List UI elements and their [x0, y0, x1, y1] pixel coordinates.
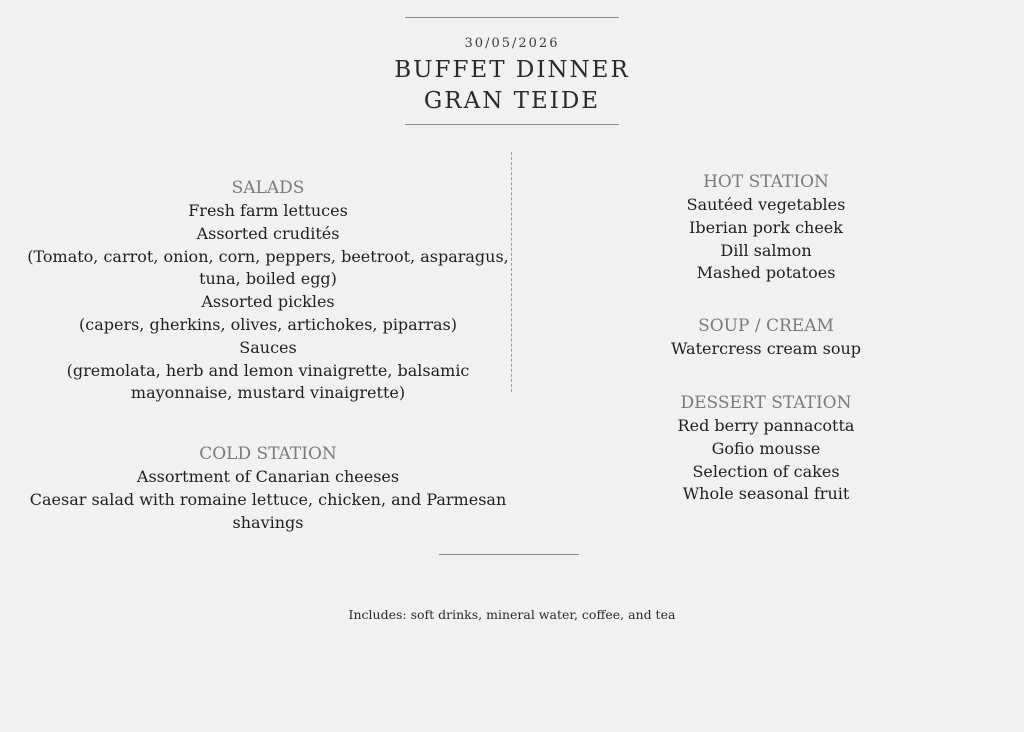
cold-station-section [20, 442, 516, 534]
salads-item: (gremolata, herb and lemon vinaigrette, balsamic [66, 360, 470, 380]
dessert-station-item: Whole seasonal fruit [682, 484, 850, 504]
salads-item: Assorted crudités [196, 223, 340, 243]
salads-item: (Tomato, carrot, onion, corn, peppers, beetroot, asparagus, [27, 246, 509, 266]
menu-date: 30/05/2026 [464, 36, 560, 51]
hot-station-title: HOT STATION [703, 172, 829, 192]
salads-item: Sauces [239, 337, 297, 357]
soup-title: SOUP / CREAM [698, 316, 834, 336]
salads-title: SALADS [231, 178, 305, 198]
soup-section [540, 314, 992, 361]
dessert-station-item: Selection of cakes [692, 461, 840, 481]
right-column [540, 0, 992, 600]
left-column [20, 0, 516, 600]
salads-item: (capers, gherkins, olives, artichokes, piparras) [78, 314, 457, 334]
dessert-station-title: DESSERT STATION [680, 393, 852, 413]
cold-station-item: shavings [232, 512, 304, 532]
hot-station-item: Sautéed vegetables [686, 195, 846, 214]
hot-station-item: Mashed potatoes [696, 263, 836, 283]
soup-item: Watercress cream soup [671, 339, 861, 358]
cold-station-item: Assortment of Canarian cheeses [136, 467, 400, 486]
dessert-station-item: Red berry pannacotta [677, 416, 855, 435]
hot-station-item: Dill salmon [720, 240, 812, 260]
cold-station-title: COLD STATION [199, 444, 337, 464]
salads-section [20, 176, 516, 405]
footer-rule [439, 554, 579, 555]
menu-title-line-2: GRAN TEIDE [423, 88, 601, 114]
footer-note: Includes: soft drinks, mineral water, coffee, and tea [348, 607, 676, 622]
hot-station-section [540, 170, 992, 285]
cold-station-item: Caesar salad with romaine lettuce, chicken, and Parmesan [29, 489, 507, 509]
salads-item: Fresh farm lettuces [188, 201, 348, 220]
hot-station-item: Iberian pork cheek [689, 217, 843, 237]
salads-item: mayonnaise, mustard vinaigrette) [130, 383, 406, 403]
menu-title-line-1: BUFFET DINNER [394, 57, 630, 83]
dessert-station-item: Gofio mousse [711, 438, 821, 458]
dessert-station-section [540, 391, 992, 506]
salads-item: tuna, boiled egg) [199, 269, 337, 289]
salads-item: Assorted pickles [201, 292, 335, 312]
